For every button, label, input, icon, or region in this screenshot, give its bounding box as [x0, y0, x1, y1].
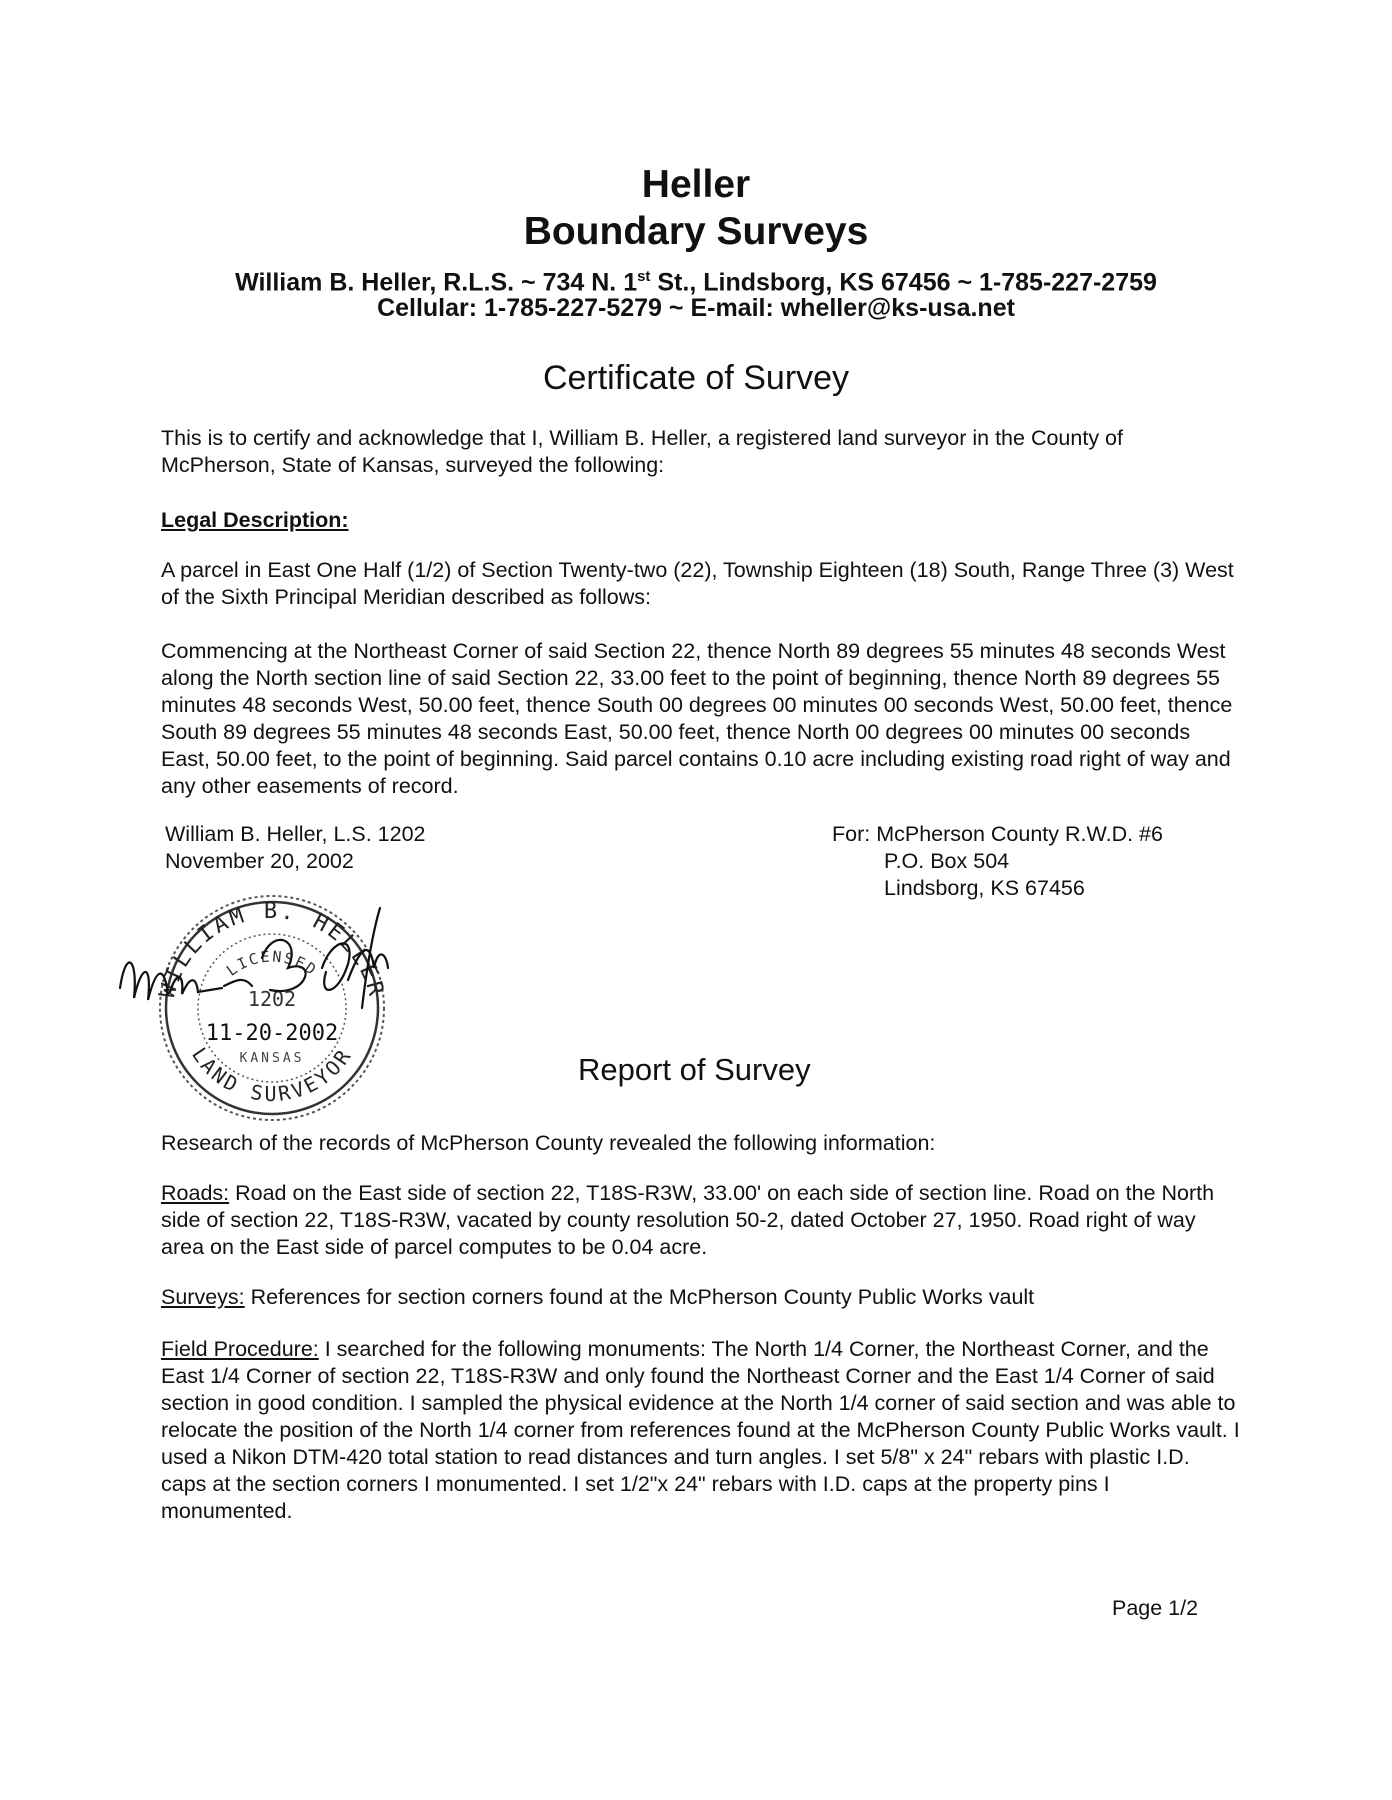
- roads-text: Road on the East side of section 22, T18S-R3W, 33.00' on each side of section line. Road on the North side of section 22, T18S-R3W, vacated by county resolution 50-2, dated October 27, 1950. Road right of way area on the East side of parcel computes to be 0.04 acre.: [161, 1181, 1215, 1259]
- contact-line-1-pre: William B. Heller, R.L.S. ~ 734 N. 1: [235, 268, 638, 297]
- surveyor-seal: [112, 868, 432, 1128]
- legal-description-p1: A parcel in East One Half (1/2) of Section Twenty-two (22), Township Eighteen (18) South, Range Three (3) West of the Sixth Principal Meridian described as follows:: [161, 558, 1234, 609]
- surveys-paragraph: [161, 1284, 1241, 1311]
- seal-number: 1202: [247, 987, 297, 1011]
- svg-text:WILLIAM B. HELLER: [155, 899, 389, 1001]
- client-line-2: P.O. Box 504: [884, 849, 1010, 873]
- survey-date: November 20, 2002: [165, 849, 354, 873]
- surveys-label: Surveys:: [161, 1285, 245, 1309]
- report-title: Report of Survey: [578, 1052, 811, 1087]
- surveys-text: References for section corners found at the McPherson County Public Works vault: [244, 1285, 1035, 1309]
- client-line-1: For: McPherson County R.W.D. #6: [832, 822, 1163, 846]
- firm-name: Heller: [641, 163, 751, 206]
- field-procedure-text: I searched for the following monuments: The North 1/4 Corner, the Northeast Corner, and the East 1/4 Corner of section 22, T18S-R3W and only found the Northeast Corner and the East 1/4 Corner of said section in good condition. I sampled the physical evidence at the North 1/4 corner of said section and was able to relocate the position of the North 1/4 corner from references found at the McPherson County Public Works vault. I used a Nikon DTM-420 total station to read distances and turn angles. I set 5/8" x 24" rebars with plastic I.D. caps at the section corners I monumented. I set 1/2"x 24" rebars with I.D. caps at the property pins I monumented.: [161, 1337, 1240, 1523]
- contact-line-1-post: St., Lindsborg, KS 67456 ~ 1-785-227-2759: [650, 268, 1157, 297]
- roads-paragraph: [161, 1180, 1241, 1261]
- field-procedure-paragraph: [161, 1336, 1241, 1525]
- legal-description-heading: Legal Description:: [161, 508, 349, 532]
- legal-heading-wrap: [161, 507, 1241, 534]
- seal-bottom-text: LAND SURVEYOR: [187, 1043, 357, 1106]
- contact-line-1-sup: st: [637, 268, 651, 285]
- seal-signature-name: William B. Heller: [112, 868, 120, 869]
- seal-date: 11-20-2002: [205, 1021, 339, 1046]
- seal-top-text: WILLIAM B. HELLER: [155, 899, 389, 1001]
- seal-state: KANSAS: [239, 1051, 305, 1066]
- legal-description-p2: Commencing at the Northeast Corner of said Section 22, thence North 89 degrees 55 minutes 48 seconds West along the North section line of said Section 22, 33.00 feet to the point of beginning, thence North 89 degrees 55 minutes 48 seconds West, 50.00 feet, thence South 00 degrees 00 minutes 00 seconds West, 50.00 feet, thence South 89 degrees 55 minutes 48 seconds East, 50.00 feet, thence North 00 degrees 00 minutes 00 seconds East, 50.00 feet, to the point of beginning. Said parcel contains 0.10 acre including existing road right of way and any other easements of record.: [161, 639, 1233, 798]
- page-number: Page 1/2: [1112, 1596, 1199, 1620]
- seal-inner-text: LICENSED: [223, 947, 321, 980]
- report-research: Research of the records of McPherson County revealed the following information:: [161, 1131, 936, 1155]
- certificate-title: Certificate of Survey: [542, 359, 850, 397]
- client-line-3: Lindsborg, KS 67456: [884, 876, 1085, 900]
- certificate-intro: This is to certify and acknowledge that I, William B. Heller, a registered land surveyor in the County of McPherson, State of Kansas, surveyed the following:: [161, 426, 1123, 477]
- roads-label: Roads:: [161, 1181, 230, 1205]
- contact-line-2: Cellular: 1-785-227-5279 ~ E-mail: wheller@ks-usa.net: [377, 294, 1015, 322]
- surveyor-name: William B. Heller, L.S. 1202: [165, 822, 426, 846]
- surveyor-block: [165, 821, 426, 875]
- field-procedure-label: Field Procedure:: [161, 1337, 319, 1361]
- client-block: [832, 821, 1163, 902]
- firm-subtitle: Boundary Surveys: [523, 210, 869, 253]
